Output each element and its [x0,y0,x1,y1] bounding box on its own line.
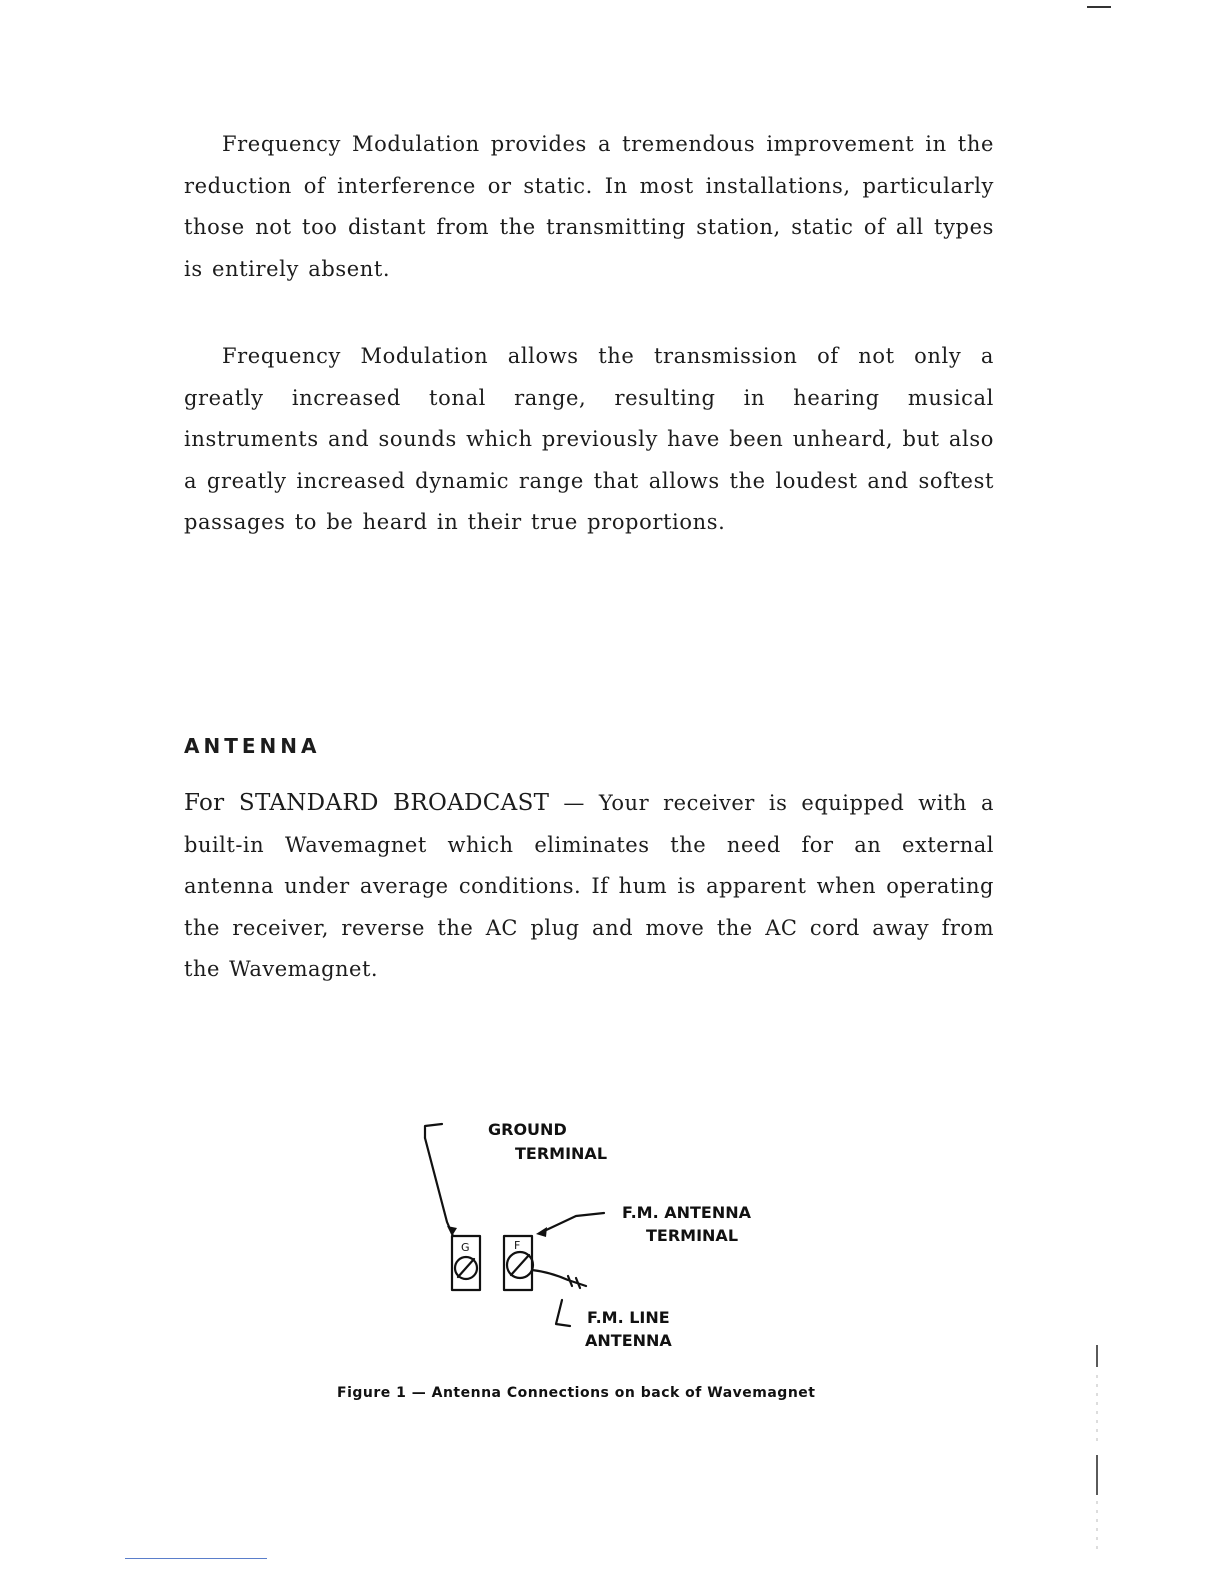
fm-line-pointer [556,1300,570,1326]
fm-static-paragraph: Frequency Modulation provides a tremendous improvement in the reduction of interference or static. In most installations, particularly those not too distant from the transmitting station, static of all types is entirely absent. [184,132,994,281]
fm-antenna-pointer [542,1213,604,1232]
fm-terminal-letter: F [514,1239,521,1252]
top-edge-mark [1087,6,1111,8]
fm-antenna-label-line1: F.M. ANTENNA [622,1203,752,1222]
fm-range-paragraph: Frequency Modulation allows the transmission of not only a greatly increased tonal range, resulting in hearing musical instruments and sounds which previously have been unheard, but also a greatly increased dynamic range that allows the loudest and softest passages to be heard in their true proportions. [184,344,994,534]
fm-line-label-line1: F.M. LINE [587,1308,670,1327]
standard-broadcast-body: — Your receiver is equipped with a built-in Wavemagnet which eliminates the need for an external antenna under average conditions. If hum is apparent when operating the receiver, reverse the AC plug and move the AC cord away from the Wavemagnet. [184,791,994,981]
fm-screw-slot [511,1255,529,1275]
ground-label-line2: TERMINAL [515,1144,608,1163]
ground-terminal-letter: G [461,1241,470,1254]
figure-caption: Figure 1 — Antenna Connections on back of Wavemagnet [337,1385,816,1401]
standard-broadcast-lead: For STANDARD BROADCAST [184,790,550,816]
antenna-connections-figure [400,1110,820,1370]
scan-edge-marks [1095,1345,1101,1550]
fm-line-label-line2: ANTENNA [585,1331,672,1350]
fm-antenna-arrowhead [536,1227,547,1237]
bottom-edge-line [125,1558,267,1559]
ground-screw-slot [458,1259,474,1277]
ground-arrowhead [447,1226,457,1236]
standard-broadcast-paragraph [184,783,994,991]
fm-antenna-label-line2: TERMINAL [646,1226,739,1245]
antenna-heading: ANTENNA [184,734,321,758]
ground-label-line1: GROUND [488,1120,567,1139]
ground-wire [425,1138,453,1236]
ground-wire-hook [425,1124,442,1138]
